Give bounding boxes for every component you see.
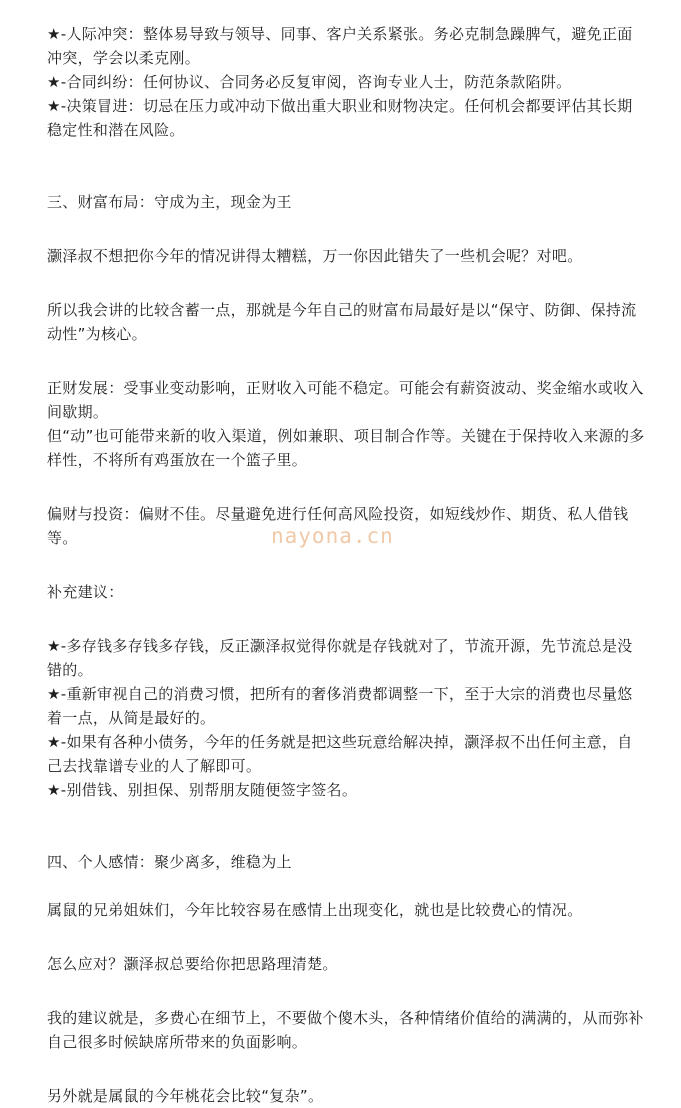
section-four-heading: 四、个人感情：聚少离多，维稳为上	[47, 853, 292, 871]
investment-para: 偏财与投资：偏财不佳。尽量避免进行任何高风险投资，如短线炒作、期货、私人借钱等。	[47, 505, 629, 547]
advice-item-spending: ★-重新审视自己的消费习惯，把所有的奢侈消费都调整一下，至于大宗的消费也尽量悠着一点，从简是最好的。	[47, 685, 633, 727]
risk-item-contract: ★-合同纠纷：任何协议、合同务必反复审阅，咨询专业人士，防范条款陷阱。	[47, 73, 572, 91]
wealth-intro-2: 所以我会讲的比较含蓄一点，那就是今年自己的财富布局最好是以“保守、防御、保持流动性”为核心。	[47, 301, 637, 343]
section-three-heading: 三、财富布局：守成为主，现金为王	[47, 193, 292, 211]
regular-income-para-1: 正财发展：受事业变动影响，正财收入可能不稳定。可能会有薪资波动、奖金缩水或收入间歇期。	[47, 379, 644, 421]
risk-item-interpersonal: ★-人际冲突：整体易导致与领导、同事、客户关系紧张。务必克制急躁脾气，避免正面冲突，学会以柔克刚。	[47, 25, 633, 67]
advice-item-no-lending: ★-别借钱、别担保、别帮朋友随便签字签名。	[47, 781, 358, 799]
risk-item-decision: ★-决策冒进：切忌在压力或冲动下做出重大职业和财物决定。任何机会都要评估其长期稳定性和潜在风险。	[47, 97, 633, 139]
advice-label: 补充建议：	[47, 583, 124, 601]
regular-income-para-2: 但“动”也可能带来新的收入渠道，例如兼职、项目制合作等。关键在于保持收入来源的多样性，不将所有鸡蛋放在一个篮子里。	[47, 427, 645, 469]
relationship-para-2: 怎么应对？灏泽叔总要给你把思路理清楚。	[47, 955, 338, 973]
relationship-para-4: 另外就是属鼠的今年桃花会比较“复杂”。	[47, 1087, 324, 1105]
relationship-para-3: 我的建议就是，多费心在细节上，不要做个傻木头，各种情绪价值给的满满的，从而弥补自己很多时候缺席所带来的负面影响。	[47, 1009, 644, 1051]
wealth-intro-1: 灏泽叔不想把你今年的情况讲得太糟糕，万一你因此错失了一些机会呢？对吧。	[47, 247, 583, 265]
relationship-para-1: 属鼠的兄弟姐妹们，今年比较容易在感情上出现变化，就也是比较费心的情况。	[47, 901, 583, 919]
advice-item-debts: ★-如果有各种小债务，今年的任务就是把这些玩意给解决掉，灏泽叔不出任何主意，自己去找靠谱专业的人了解即可。	[47, 733, 633, 775]
advice-item-save-money: ★-多存钱多存钱多存钱，反正灏泽叔觉得你就是存钱就对了，节流开源，先节流总是没错的。	[47, 637, 633, 679]
watermark-text: nayona.cn	[271, 524, 394, 548]
article-body	[47, 22, 647, 1108]
